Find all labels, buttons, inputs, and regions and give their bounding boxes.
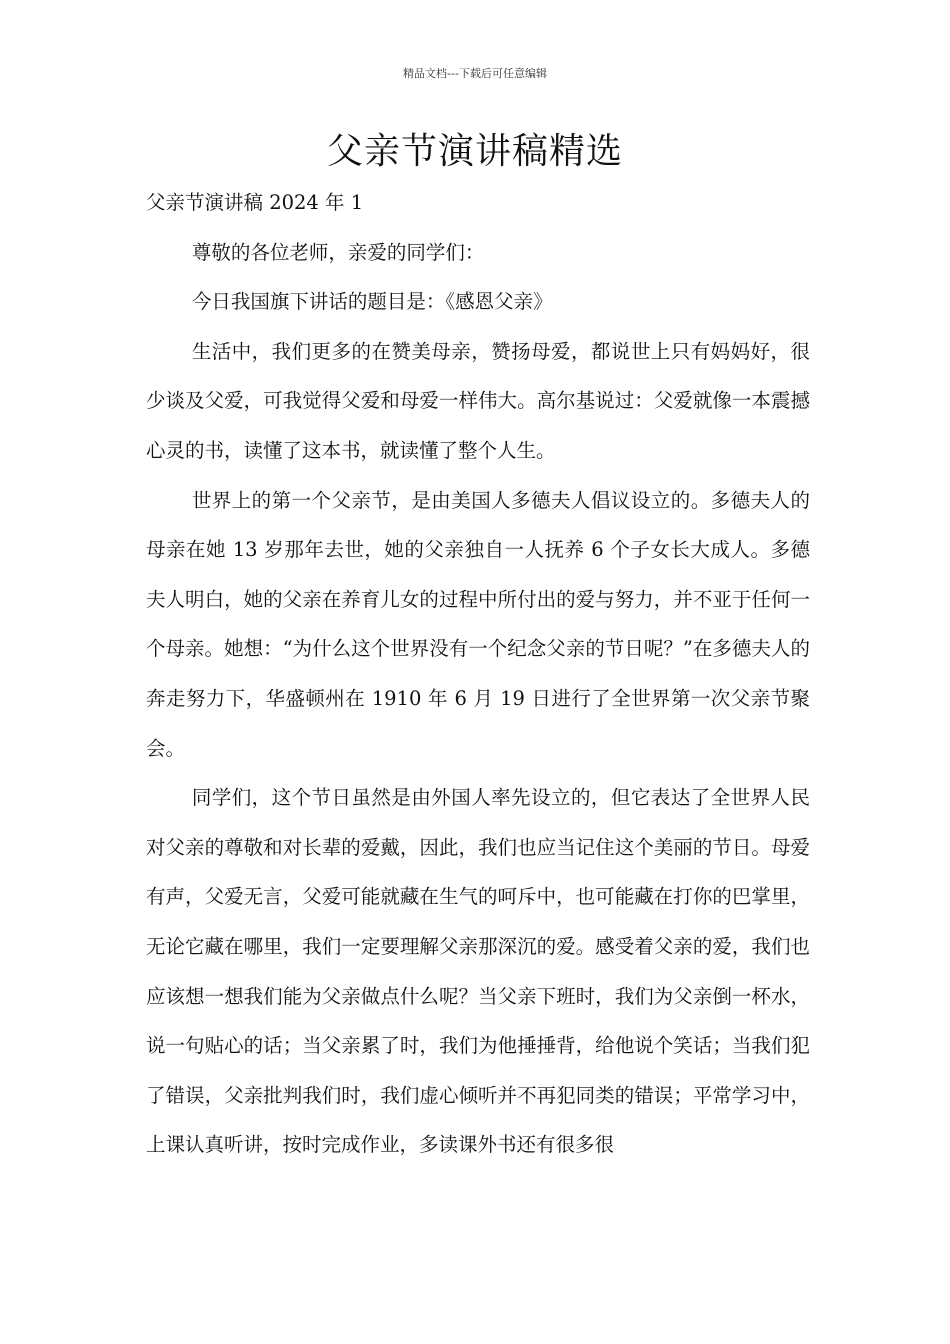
paragraph-greeting: 尊敬的各位老师，亲爱的同学们： [191, 240, 485, 264]
document-body [146, 178, 810, 1170]
paragraph-2: 世界上的第一个父亲节，是由美国人多德夫人倡议设立的。多德夫人的母亲在她 13 岁那年去世，她的父亲独自一人抚养 6 个子女长大成人。多德夫人明白，她的父亲在养育儿女的过程中所付出的爱与努力，并不亚于任何一个母亲。她想：“为什么这个世界没有一个纪念父亲的节日呢？”在多德夫人的奔走努力下，华盛顿州在 1910 年 6 月 19 日进行了全世界第一次父亲节聚会。 [146, 488, 810, 760]
page-title: 父亲节演讲稿精选 [326, 131, 623, 172]
paragraph-3: 同学们，这个节日虽然是由外国人率先设立的，但它表达了全世界人民对父亲的尊敬和对长辈的爱戴，因此，我们也应当记住这个美丽的节日。母爱有声，父爱无言，父爱可能就藏在生气的呵斥中，也可能藏在打你的巴掌里，无论它藏在哪里，我们一定要理解父亲那深沉的爱。感受着父亲的爱，我们也应该想一想我们能为父亲做点什么呢？当父亲下班时，我们为父亲倒一杯水，说一句贴心的话；当父亲累了时，我们为他捶捶背，给他说个笑话；当我们犯了错误，父亲批判我们时，我们虚心倾听并不再犯同类的错误；平常学习中，上课认真听讲，按时完成作业，多读课外书还有很多很 [146, 786, 810, 1157]
paragraph-1: 生活中，我们更多的在赞美母亲，赞扬母爱，都说世上只有妈妈好，很少谈及父爱，可我觉得父爱和母爱一样伟大。高尔基说过：父爱就像一本震撼心灵的书，读懂了这本书，就读懂了整个人生。 [146, 339, 810, 462]
header-note: 精品文档---下载后可任意编辑 [403, 67, 547, 80]
subtitle-line: 父亲节演讲稿 2024 年 1 [146, 191, 364, 214]
paragraph-topic: 今日我国旗下讲话的题目是：《感恩父亲》 [191, 290, 553, 314]
